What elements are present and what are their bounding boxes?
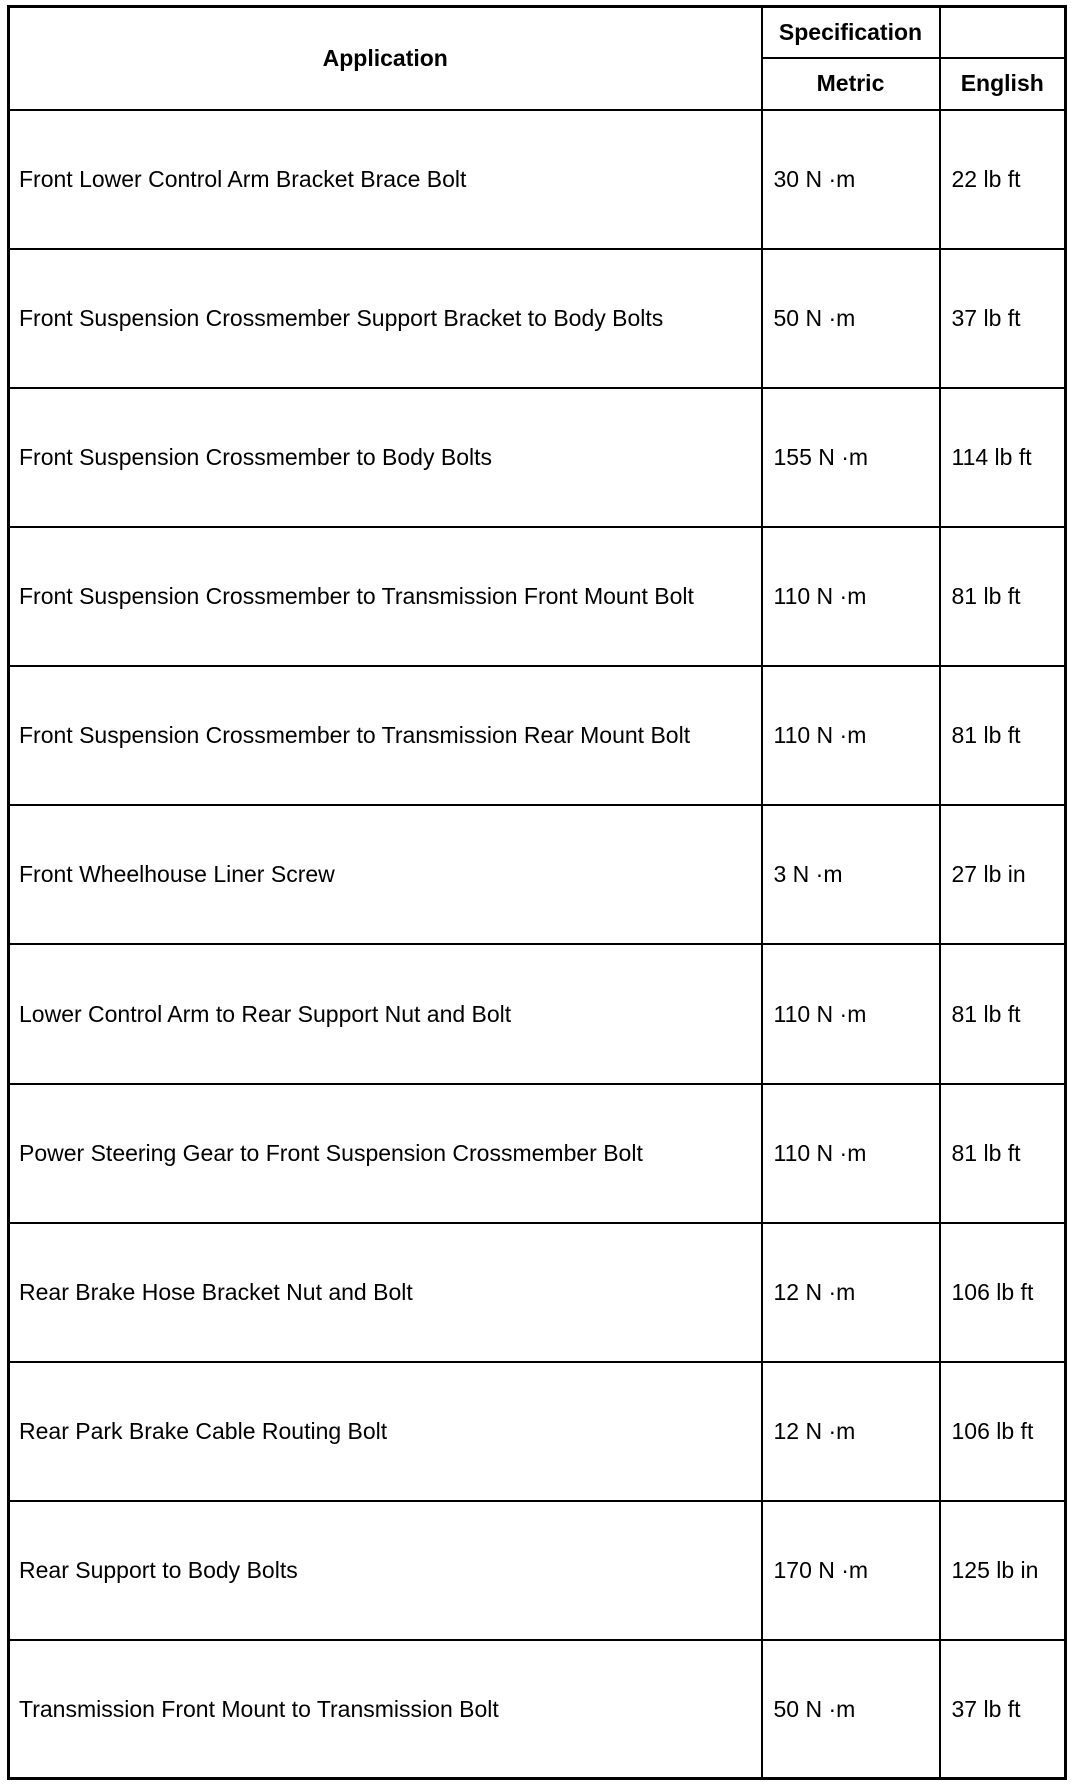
table-row: [9, 805, 1066, 944]
metric-cell: 12 N ·m: [762, 1362, 940, 1501]
specification-header: Specification: [762, 7, 940, 58]
english-cell: 37 lb ft: [940, 1640, 1066, 1778]
english-cell: 81 lb ft: [940, 1084, 1066, 1223]
application-cell: Front Lower Control Arm Bracket Brace Bolt: [9, 110, 762, 249]
application-cell: Front Suspension Crossmember Support Bracket to Body Bolts: [9, 249, 762, 388]
table-row: [9, 527, 1066, 666]
metric-cell: 50 N ·m: [762, 1640, 940, 1778]
metric-cell: 3 N ·m: [762, 805, 940, 944]
table-row: [9, 1084, 1066, 1223]
english-cell: 106 lb ft: [940, 1223, 1066, 1362]
english-cell: 81 lb ft: [940, 527, 1066, 666]
english-header: English: [940, 58, 1066, 110]
metric-cell: 155 N ·m: [762, 388, 940, 527]
table-row: [9, 944, 1066, 1083]
english-cell: 81 lb ft: [940, 944, 1066, 1083]
english-cell: 37 lb ft: [940, 249, 1066, 388]
application-cell: Power Steering Gear to Front Suspension Crossmember Bolt: [9, 1084, 762, 1223]
english-cell: 106 lb ft: [940, 1362, 1066, 1501]
metric-cell: 110 N ·m: [762, 944, 940, 1083]
english-cell: 22 lb ft: [940, 110, 1066, 249]
application-cell: Front Suspension Crossmember to Transmission Front Mount Bolt: [9, 527, 762, 666]
application-cell: Rear Brake Hose Bracket Nut and Bolt: [9, 1223, 762, 1362]
metric-header: Metric: [762, 58, 940, 110]
table-row: [9, 666, 1066, 805]
metric-cell: 30 N ·m: [762, 110, 940, 249]
torque-spec-table: [7, 5, 1067, 1780]
blank-header-cell: [940, 7, 1066, 58]
application-cell: Rear Park Brake Cable Routing Bolt: [9, 1362, 762, 1501]
application-header: Application: [9, 7, 762, 110]
table-row: [9, 1501, 1066, 1640]
metric-cell: 110 N ·m: [762, 666, 940, 805]
metric-cell: 50 N ·m: [762, 249, 940, 388]
table-row: [9, 388, 1066, 527]
application-cell: Front Wheelhouse Liner Screw: [9, 805, 762, 944]
metric-cell: 110 N ·m: [762, 1084, 940, 1223]
table-row: [9, 1223, 1066, 1362]
application-cell: Front Suspension Crossmember to Body Bolts: [9, 388, 762, 527]
application-cell: Rear Support to Body Bolts: [9, 1501, 762, 1640]
english-cell: 27 lb in: [940, 805, 1066, 944]
metric-cell: 170 N ·m: [762, 1501, 940, 1640]
table-row: [9, 1362, 1066, 1501]
application-cell: Transmission Front Mount to Transmission Bolt: [9, 1640, 762, 1778]
table-row: [9, 110, 1066, 249]
table-row: [9, 249, 1066, 388]
english-cell: 114 lb ft: [940, 388, 1066, 527]
metric-cell: 12 N ·m: [762, 1223, 940, 1362]
application-cell: Front Suspension Crossmember to Transmission Rear Mount Bolt: [9, 666, 762, 805]
english-cell: 125 lb in: [940, 1501, 1066, 1640]
application-cell: Lower Control Arm to Rear Support Nut and Bolt: [9, 944, 762, 1083]
table-row: [9, 1640, 1066, 1778]
header-row-top: [9, 7, 1066, 58]
english-cell: 81 lb ft: [940, 666, 1066, 805]
metric-cell: 110 N ·m: [762, 527, 940, 666]
